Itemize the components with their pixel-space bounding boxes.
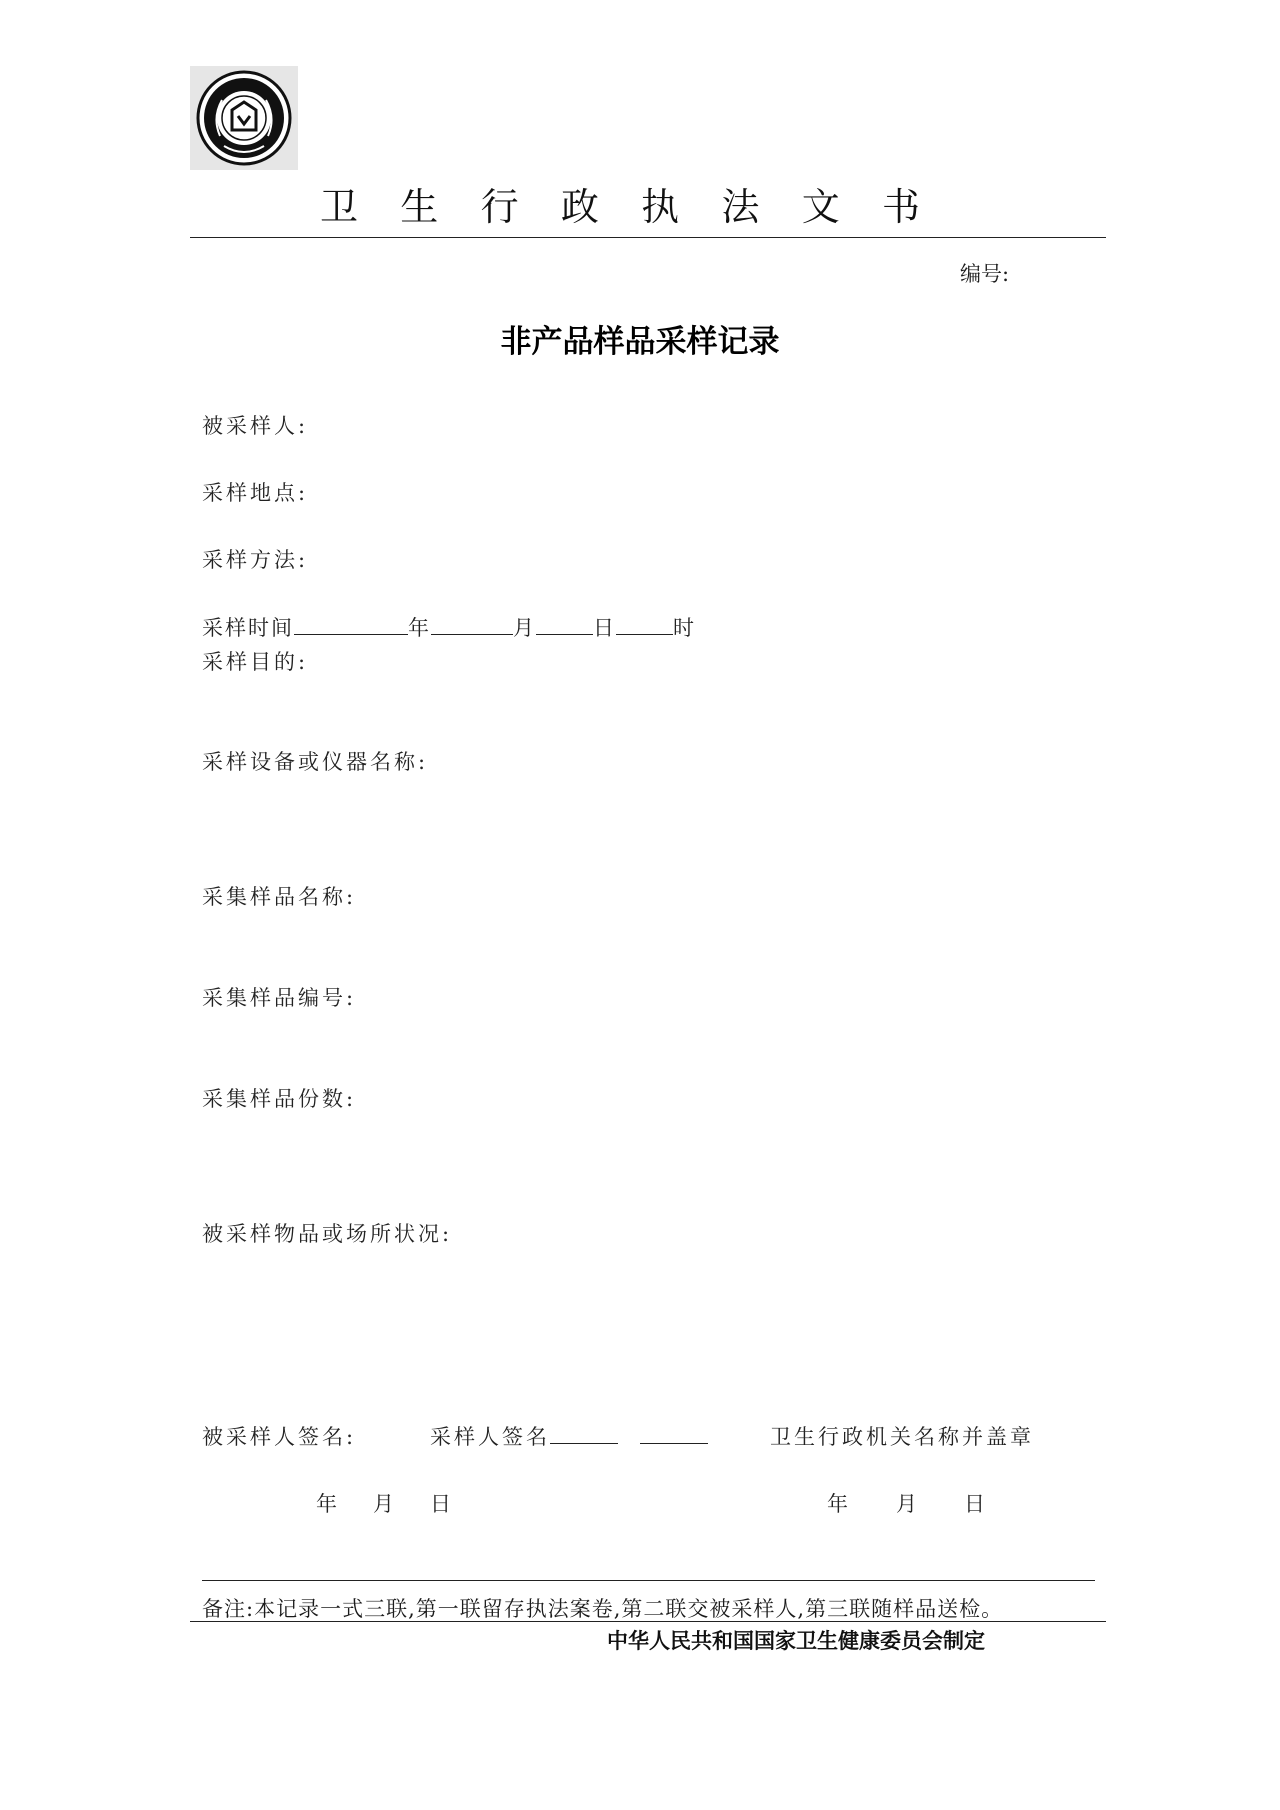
field-sampling-location: 采样地点: [202,481,309,505]
doc-type-char: 文 [801,185,840,229]
sampled-party-signature-label: 被采样人签名: [202,1425,357,1449]
field-sample-name: 采集样品名称: [202,885,357,909]
doc-type-char: 卫 [320,185,359,229]
footer-top-divider [202,1580,1095,1581]
footer-bottom-divider [190,1621,1106,1622]
field-sample-number: 采集样品编号: [202,986,357,1010]
doc-type-char: 行 [480,185,519,229]
hour-blank[interactable] [616,614,673,635]
date-left-month: 月 [373,1492,397,1516]
doc-type-char: 书 [881,185,920,229]
field-equipment-name: 采样设备或仪器名称: [202,750,429,774]
sampling-time-label: 采样时间 [202,616,294,640]
field-sample-count: 采集样品份数: [202,1087,357,1111]
sampler-signature [430,1421,708,1451]
field-sampling-purpose: 采样目的: [202,650,309,674]
hour-unit: 时 [673,616,696,640]
year-unit: 年 [408,616,431,640]
doc-type-char: 执 [641,185,680,229]
date-right-month: 月 [896,1492,920,1516]
sampler-signature-blank-1[interactable] [550,1423,618,1444]
header-divider [190,237,1106,238]
year-blank[interactable] [294,614,408,635]
field-sampled-party: 被采样人: [202,414,309,438]
footer-note: 备注:本记录一式三联,第一联留存执法案卷,第二联交被采样人,第三联随样品送检。 [202,1597,1004,1621]
sampler-signature-blank-2[interactable] [640,1423,708,1444]
doc-type-char: 政 [560,185,599,229]
date-right-year: 年 [827,1492,851,1516]
field-sampling-method: 采样方法: [202,548,309,572]
field-sampling-time [202,612,696,642]
page-title: 非产品样品采样记录 [500,324,780,360]
day-blank[interactable] [536,614,593,635]
date-left-year: 年 [316,1492,340,1516]
day-unit: 日 [593,616,616,640]
doc-type-char: 法 [721,185,760,229]
date-left-day: 日 [430,1492,454,1516]
form-number-label: 编号: [960,262,1010,286]
month-unit: 月 [513,616,536,640]
field-site-condition: 被采样物品或场所状况: [202,1222,453,1246]
authority-seal-label: 卫生行政机关名称并盖章 [770,1425,1034,1449]
emblem-graphic [190,66,298,170]
doc-type-char: 生 [400,185,439,229]
issuer-text: 中华人民共和国国家卫生健康委员会制定 [607,1629,985,1653]
month-blank[interactable] [431,614,513,635]
date-right-day: 日 [964,1492,988,1516]
sampler-signature-label: 采样人签名 [430,1425,550,1449]
document-type-heading [320,176,920,231]
health-inspection-emblem [190,66,298,170]
